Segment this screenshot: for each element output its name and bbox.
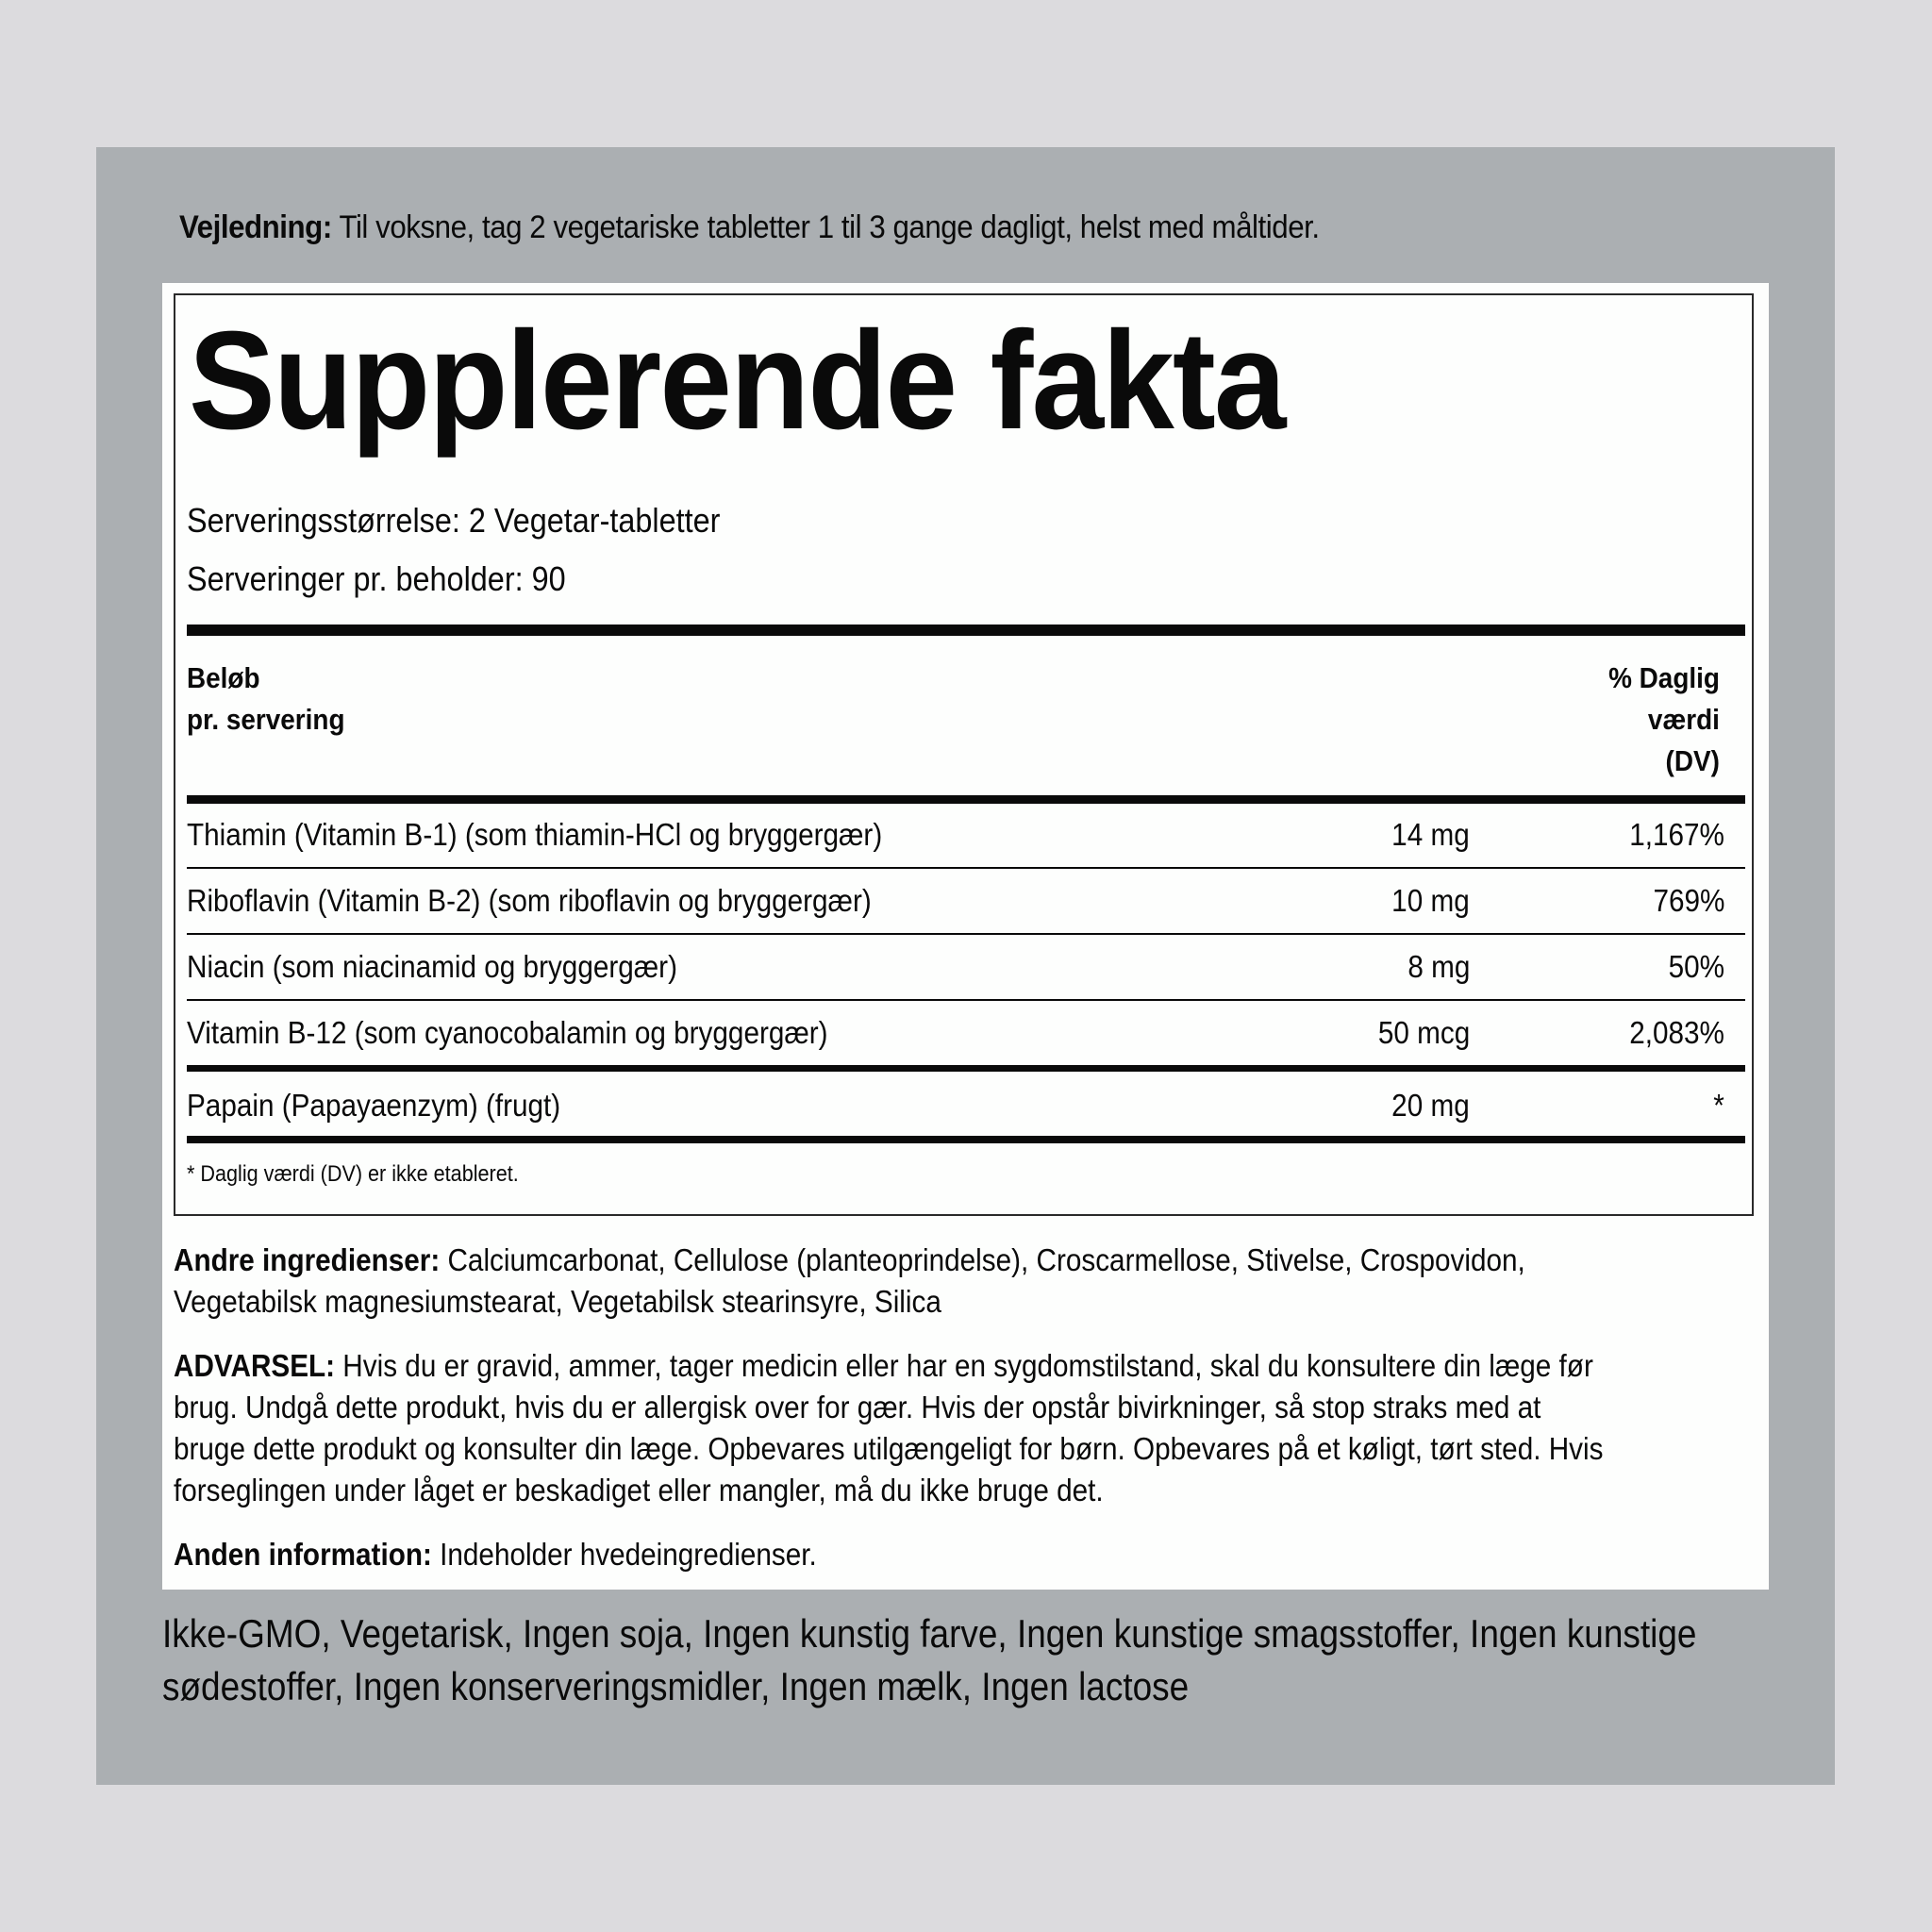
nutrient-dv: *	[1713, 1088, 1724, 1123]
label-white-panel	[162, 283, 1769, 1590]
warning-text: Hvis du er gravid, ammer, tager medicin eller har en sygdomstilstand, skal du konsultere din læge før brug. Undgå dette produkt, hvis du er allergisk over for gær. Hvis der opstår bivirkninger, så stop straks med at bruge dette produkt og konsulter din læge. Opbevares utilgængeligt for børn. Opbevares på et køligt, tørt sted. Hvis forseglingen under låget er beskadiget eller mangler, må du ikke bruge det.	[174, 1348, 1604, 1507]
table-row	[187, 870, 1745, 934]
nutrient-dv: 1,167%	[1629, 817, 1724, 852]
nutrient-dv: 2,083%	[1629, 1015, 1724, 1050]
header-left-line-2: pr. servering	[187, 703, 345, 736]
daily-value-header	[1608, 658, 1720, 782]
amount-per-serving-header	[187, 658, 344, 741]
nutrient-amount: 50 mcg	[1377, 1015, 1470, 1050]
divider-thin	[187, 999, 1745, 1001]
other-information-text: Indeholder hvedeingredienser.	[431, 1537, 817, 1572]
header-right-line-2: værdi	[1648, 703, 1720, 736]
divider-thick	[187, 795, 1745, 804]
warning-label: ADVARSEL:	[174, 1348, 336, 1383]
table-row	[187, 936, 1745, 1000]
nutrient-amount: 8 mg	[1407, 949, 1470, 984]
warning	[174, 1345, 1617, 1511]
directions-label: Vejledning:	[179, 209, 332, 245]
divider-thick	[187, 625, 1745, 636]
supplement-facts-box	[174, 293, 1754, 1216]
header-left-line-1: Beløb	[187, 661, 260, 694]
divider-thin	[187, 933, 1745, 935]
other-ingredients	[174, 1240, 1617, 1323]
other-ingredients-label: Andre ingredienser:	[174, 1242, 441, 1277]
other-ingredients-text: Calciumcarbonat, Cellulose (planteoprindelse), Croscarmellose, Stivelse, Crospovidon, Vegetabilsk magnesiumstearat, Vegetabilsk stearinsyre, Silica	[174, 1242, 1525, 1319]
product-claims: Ikke-GMO, Vegetarisk, Ingen soja, Ingen kunstig farve, Ingen kunstige smagsstoffer, Ingen kunstige sødestoffer, Ingen konserveringsmidler, Ingen mælk, Ingen lactose	[162, 1611, 1697, 1708]
dv-footnote: * Daglig værdi (DV) er ikke etableret.	[187, 1161, 519, 1187]
nutrient-dv: 769%	[1653, 883, 1724, 918]
divider-thin	[187, 867, 1745, 869]
facts-title: Supplerende fakta	[189, 303, 1285, 458]
directions-text: Til voksne, tag 2 vegetariske tabletter 1 til 3 gange dagligt, helst med måltider.	[331, 209, 1320, 245]
nutrient-name: Thiamin (Vitamin B-1) (som thiamin-HCl og bryggergær)	[187, 817, 883, 852]
servings-per-container: Serveringer pr. beholder: 90	[187, 559, 566, 598]
divider-thick	[187, 1136, 1745, 1143]
header-right-line-1: % Daglig	[1608, 661, 1720, 694]
table-row	[187, 1002, 1745, 1066]
divider-thick	[187, 1065, 1745, 1072]
nutrient-name: Niacin (som niacinamid og bryggergær)	[187, 949, 677, 984]
nutrient-name: Riboflavin (Vitamin B-2) (som riboflavin og bryggergær)	[187, 883, 872, 918]
nutrient-amount: 14 mg	[1391, 817, 1470, 852]
nutrient-dv: 50%	[1668, 949, 1724, 984]
nutrient-name: Vitamin B-12 (som cyanocobalamin og bryggergær)	[187, 1015, 828, 1050]
table-row	[187, 1074, 1745, 1139]
nutrient-amount: 10 mg	[1391, 883, 1470, 918]
other-information	[174, 1534, 1617, 1575]
header-right-line-3: (DV)	[1665, 744, 1720, 777]
serving-size: Serveringsstørrelse: 2 Vegetar-tabletter	[187, 501, 721, 540]
other-information-label: Anden information:	[174, 1537, 432, 1572]
nutrient-name: Papain (Papayaenzym) (frugt)	[187, 1088, 561, 1123]
nutrient-amount: 20 mg	[1391, 1088, 1470, 1123]
directions	[179, 209, 1320, 246]
table-row	[187, 804, 1745, 868]
